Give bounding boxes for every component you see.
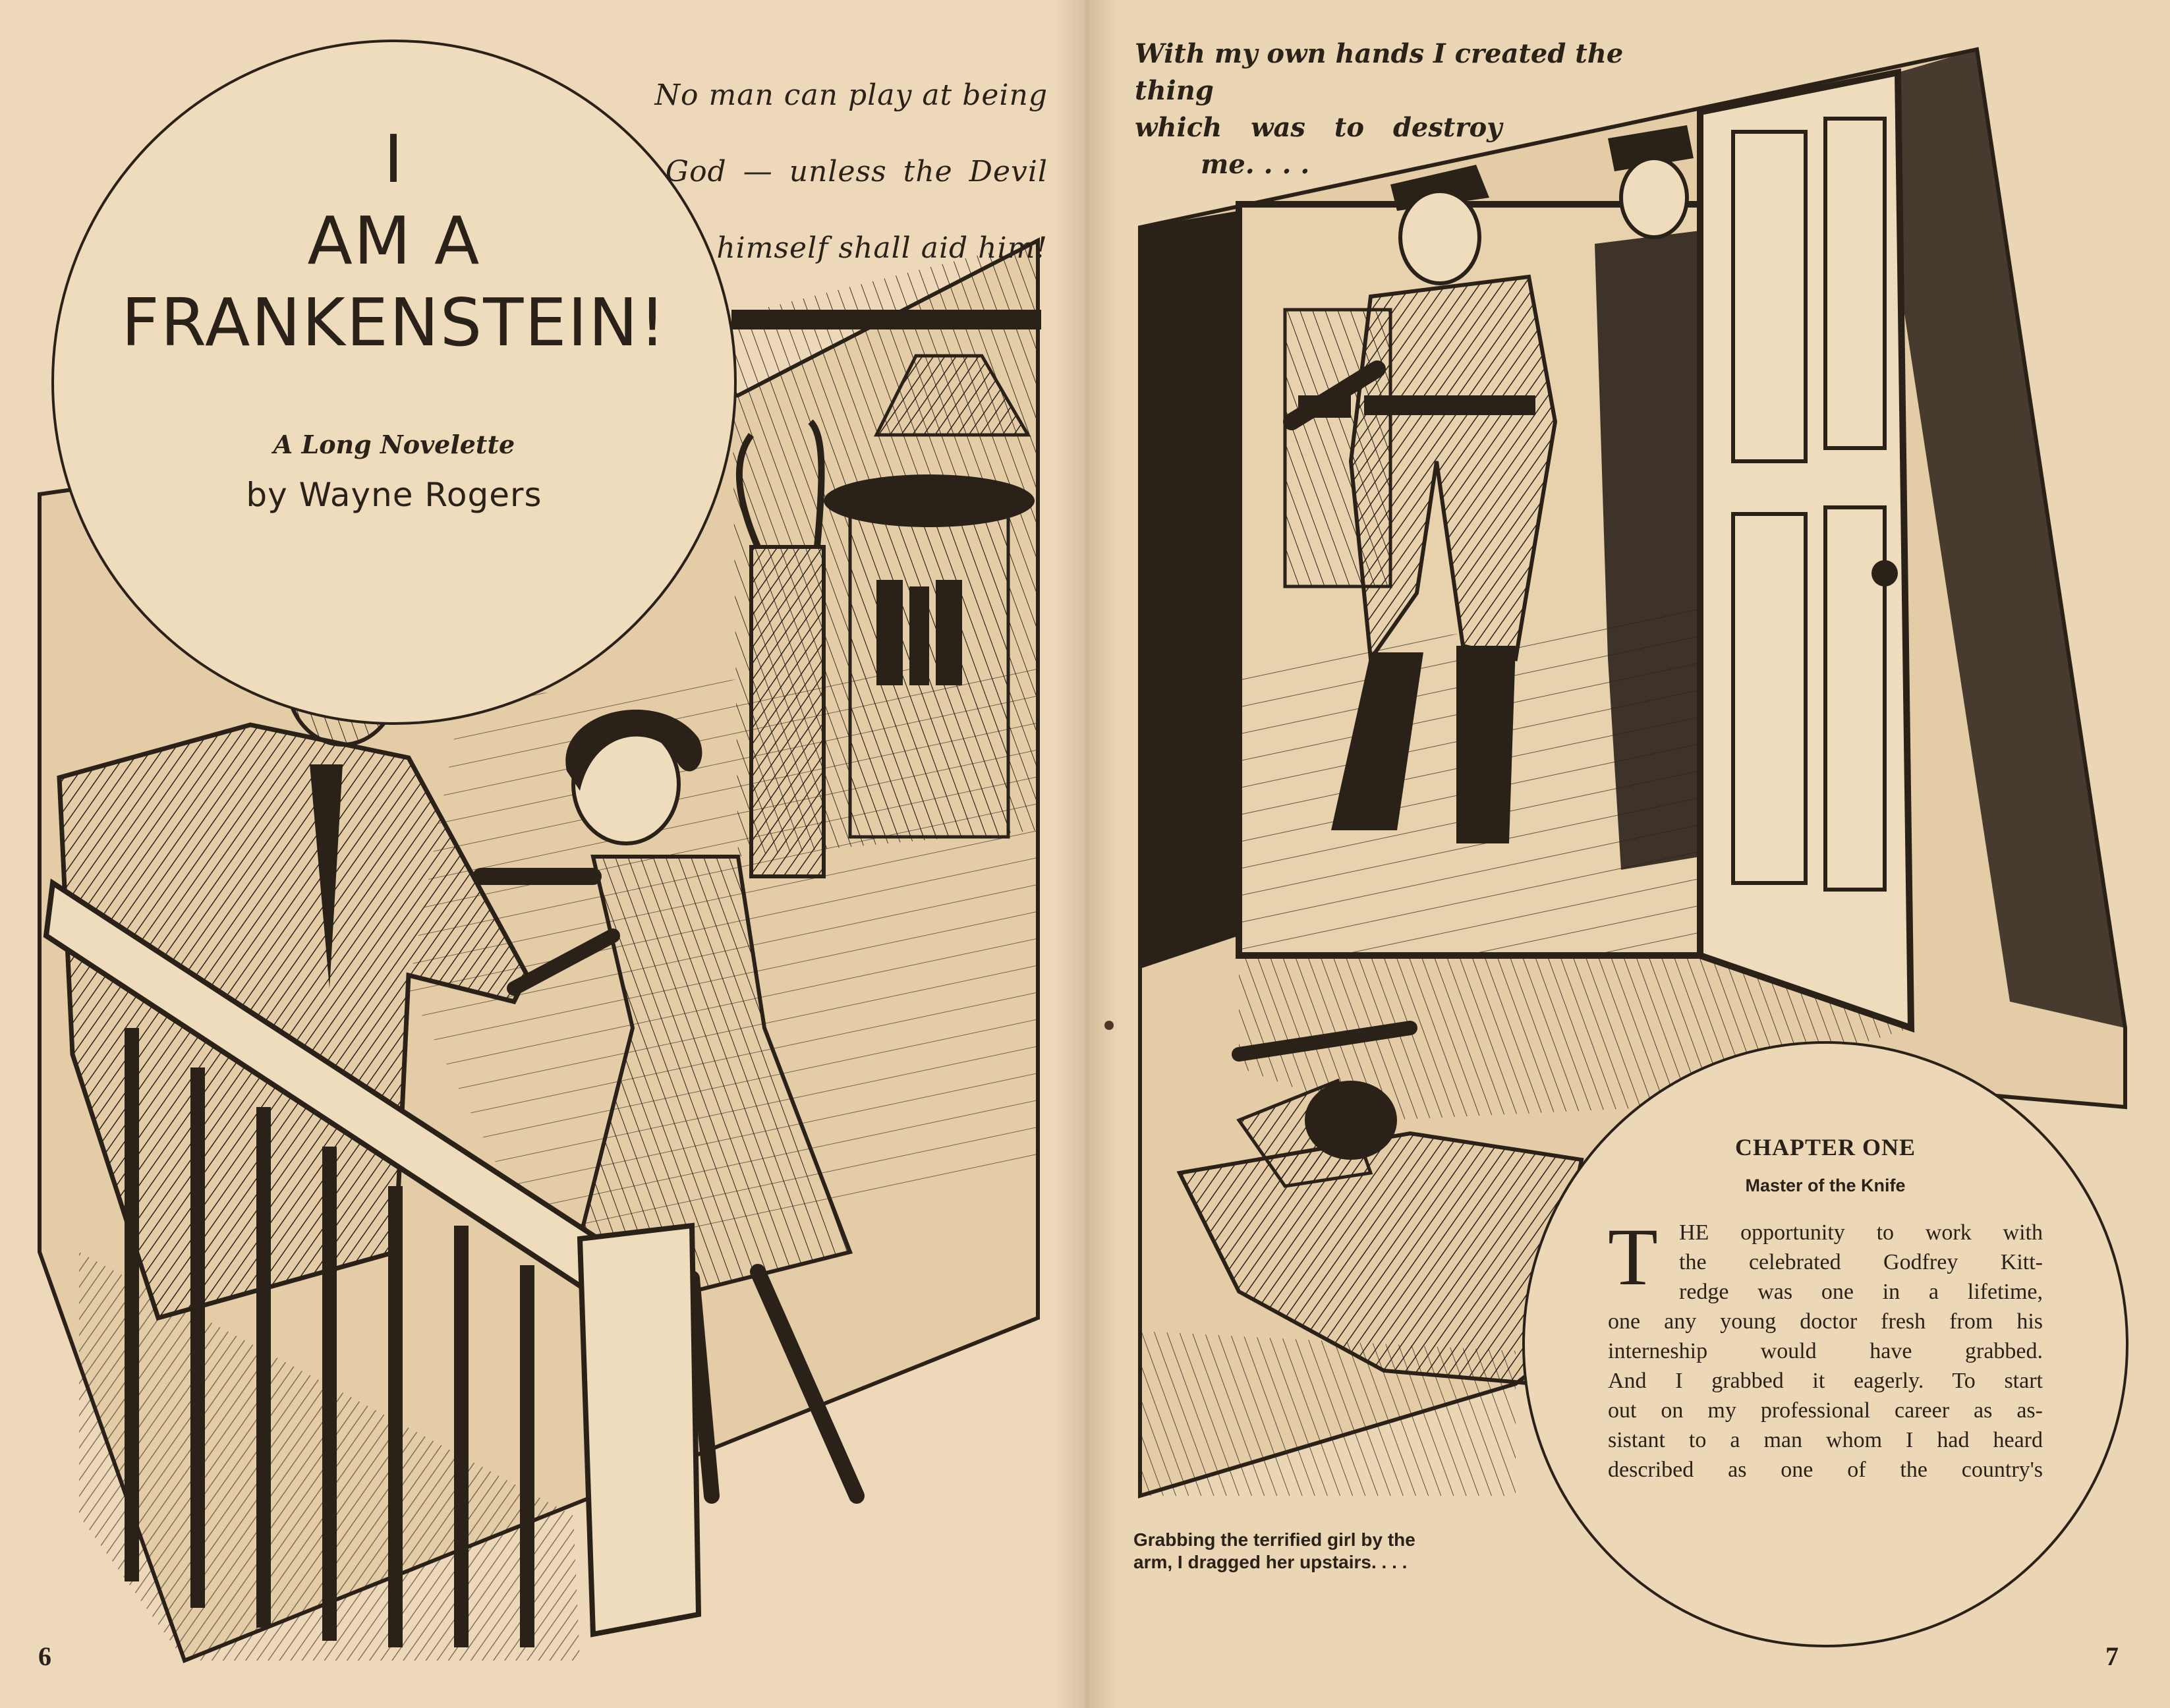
right-tagline-line: me. . . . xyxy=(1201,149,1310,180)
story-title-line: FRANKENSTEIN! xyxy=(121,284,667,361)
story-byline: by Wayne Rogers xyxy=(246,476,542,514)
story-title-line: AM A xyxy=(307,202,481,279)
right-tagline-line: which was to destroy xyxy=(1135,112,1502,143)
right-tagline-line: With my own hands I created the thing xyxy=(1135,38,1624,106)
left-tagline-line: God — unless the Devil xyxy=(665,155,1048,188)
drop-cap: T xyxy=(1608,1212,1658,1302)
caption-line: arm, I dragged her upstairs. . . . xyxy=(1133,1552,1408,1572)
chapter-title: CHAPTER ONE xyxy=(1734,1134,1916,1160)
body-line: interneship would have grabbed. xyxy=(1608,1339,2043,1363)
left-tagline-line: No man can play at being xyxy=(654,78,1048,112)
body-line: the celebrated Godfrey Kitt- xyxy=(1679,1250,2043,1274)
page-number-left: 6 xyxy=(38,1641,51,1671)
body-line: one any young doctor fresh from his xyxy=(1608,1309,2043,1334)
right-tagline xyxy=(1135,36,1701,183)
body-line: out on my professional career as as- xyxy=(1608,1398,2043,1423)
body-line: And I grabbed it eagerly. To start xyxy=(1608,1369,2043,1393)
page-number-right: 7 xyxy=(2105,1641,2119,1671)
illustration-caption xyxy=(1133,1529,1463,1574)
caption-line: Grabbing the terrified girl by the xyxy=(1133,1529,1415,1550)
body-line: redge was one in a lifetime, xyxy=(1679,1280,2043,1304)
story-title xyxy=(51,119,737,364)
chapter-subtitle: Master of the Knife xyxy=(1745,1176,1906,1195)
story-title-line: I xyxy=(384,121,405,198)
story-subtitle: A Long Novelette xyxy=(273,430,515,459)
body-line: described as one of the country's xyxy=(1608,1458,2043,1482)
left-tagline-line: himself shall aid him! xyxy=(716,231,1048,265)
chapter-body-text xyxy=(1608,1212,2043,1485)
body-line: HE opportunity to work with xyxy=(1679,1220,2043,1245)
body-line: sistant to a man whom I had heard xyxy=(1608,1428,2043,1452)
